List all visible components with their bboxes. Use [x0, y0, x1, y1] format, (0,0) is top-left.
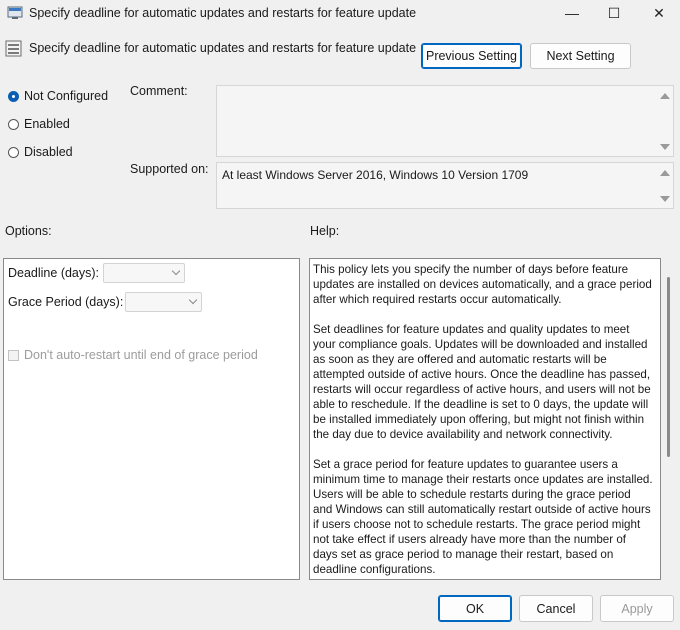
next-setting-button[interactable]: Next Setting [530, 43, 631, 69]
window-title: Specify deadline for automatic updates and restarts for feature update [29, 6, 417, 20]
deadline-label: Deadline (days): [8, 266, 100, 280]
help-text [313, 262, 653, 580]
comment-label: Comment: [130, 84, 188, 98]
grace-period-label: Grace Period (days): [8, 295, 124, 309]
radio-enabled[interactable] [8, 117, 70, 131]
radio-not-configured-label: Not Configured [24, 89, 109, 103]
chevron-down-icon [172, 267, 180, 275]
cancel-button[interactable]: Cancel [519, 595, 593, 622]
supported-on-text: At least Windows Server 2016, Windows 10 Version 1709 [222, 168, 529, 182]
radio-indicator [8, 119, 19, 130]
supported-on-label: Supported on: [130, 162, 209, 176]
help-paragraph: Set deadlines for feature updates and quality updates to meet your compliance goals. Updates will be downloaded and installed as soon as they are offered and automatic restarts will be attempted outside of active hours. Once the deadline has passed, restarts will occur regardless of active hours, and users will not be able to reschedule. If the deadline is set to 0 days, the update will be installed immediately upon offering, but might not finish within the day due to device availability and network connectivity. [313, 323, 651, 441]
apply-button[interactable]: Apply [600, 595, 674, 622]
scroll-down-icon[interactable] [660, 196, 670, 202]
previous-setting-button[interactable]: Previous Setting [421, 43, 522, 69]
radio-indicator [8, 147, 19, 158]
radio-disabled[interactable] [8, 145, 73, 159]
help-paragraph: Set a grace period for feature updates to guarantee users a minimum time to manage their restarts once updates are installed. Users will be able to schedule restarts during the grace period and Windows can still automatically restart outside of active hours if users choose not to schedule restarts. The grace period might not take effect if users already have more than the number of days set as grace period to manage their restart, based on deadline configurations. [313, 458, 653, 576]
policy-window-icon [7, 5, 23, 21]
supported-on-box [216, 162, 674, 209]
maximize-button[interactable]: ☐ [607, 4, 621, 21]
radio-disabled-label: Disabled [24, 145, 73, 159]
policy-setting-icon [5, 40, 22, 57]
radio-enabled-label: Enabled [24, 117, 70, 131]
supported-scrollbar[interactable] [657, 163, 673, 208]
radio-not-configured[interactable] [8, 89, 108, 103]
help-label: Help: [310, 224, 340, 238]
ok-button[interactable]: OK [438, 595, 512, 622]
close-button[interactable]: ✕ [653, 4, 665, 21]
policy-title: Specify deadline for automatic updates and restarts for feature update [29, 41, 417, 55]
scroll-down-icon[interactable] [660, 144, 670, 150]
help-scrollbar-thumb[interactable] [667, 277, 670, 457]
minimize-button[interactable]: — [565, 5, 579, 21]
comment-scrollbar[interactable] [657, 86, 673, 156]
grace-period-combobox[interactable] [125, 292, 202, 312]
no-auto-restart-label: Don't auto-restart until end of grace period [24, 348, 258, 362]
title-bar [0, 0, 680, 26]
deadline-combobox[interactable] [103, 263, 185, 283]
comment-textarea[interactable] [216, 85, 674, 157]
scroll-up-icon[interactable] [660, 170, 670, 176]
chevron-down-icon [189, 296, 197, 304]
help-paragraph: This policy lets you specify the number of days before feature updates are installed on devices automatically, and a grace period after which required restarts occur automatically. [313, 263, 652, 306]
scroll-up-icon[interactable] [660, 93, 670, 99]
options-label: Options: [5, 224, 52, 238]
radio-selected-indicator [8, 91, 19, 102]
checkbox-box [8, 350, 19, 361]
no-auto-restart-checkbox[interactable] [8, 348, 258, 362]
